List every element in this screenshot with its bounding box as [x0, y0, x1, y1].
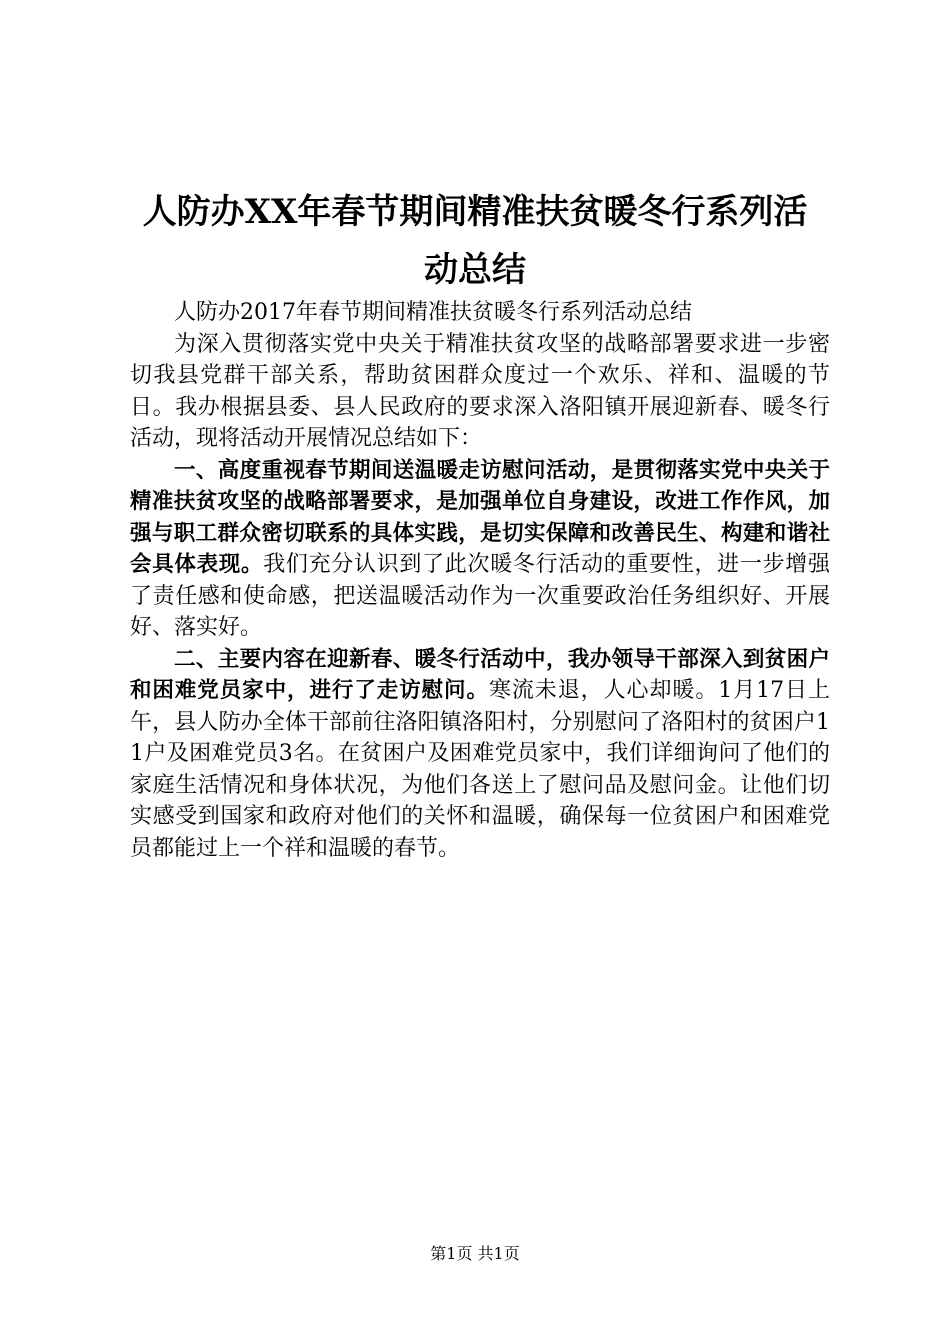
paragraph-text: 寒流未退，人心却暖。1月17日上午，县人防办全体干部前往洛阳镇洛阳村，分别慰问了洛阳村的贫困户11户及困难党员3名。在贫困户及困难党员家中，我们详细询问了他们的家庭生活情况和身体状况，为他们各送上了慰问品及慰问金。让他们切实感受到国家和政府对他们的关怀和温暖，确保每一位贫困户和困难党员都能过上一个祥和温暖的春节。 [130, 678, 830, 861]
paragraph-text: 为深入贯彻落实党中央关于精准扶贫攻坚的战略部署要求进一步密切我县党群干部关系，帮助贫困群众度过一个欢乐、祥和、温暖的节日。我办根据县委、县人民政府的要求深入洛阳镇开展迎新春、暖冬行活动，现将活动开展情况总结如下： [130, 331, 830, 451]
paragraph-section-1 [130, 455, 830, 644]
title-line-2: 动总结 [424, 250, 526, 290]
section-heading: 二、主要内容在迎新春、暖冬行活动中，我办领导干部深入到贫困户和困难党员家中，进行了走访慰问。 [130, 646, 830, 703]
paragraph-intro [130, 329, 830, 455]
paragraph-subtitle [130, 297, 830, 329]
paragraph-text: 我们充分认识到了此次暖冬行活动的重要性，进一步增强了责任感和使命感，把送温暖活动作为一次重要政治任务组织好、开展好、落实好。 [130, 552, 830, 640]
page-footer: 第1页 共1页 [430, 1244, 520, 1263]
paragraph-text: 人防办2017年春节期间精准扶贫暖冬行系列活动总结 [174, 300, 692, 325]
document-title [110, 183, 840, 299]
document-body [130, 297, 830, 864]
section-heading: 一、高度重视春节期间送温暖走访慰问活动，是贯彻落实党中央关于精准扶贫攻坚的战略部署要求，是加强单位自身建设，改进工作作风，加强与职工群众密切联系的具体实践，是切实保障和改善民生、构建和谐社会具体表现。 [130, 457, 830, 577]
paragraph-section-2 [130, 644, 830, 865]
title-line-1: 人防办XX年春节期间精准扶贫暖冬行系列活 [142, 192, 808, 232]
